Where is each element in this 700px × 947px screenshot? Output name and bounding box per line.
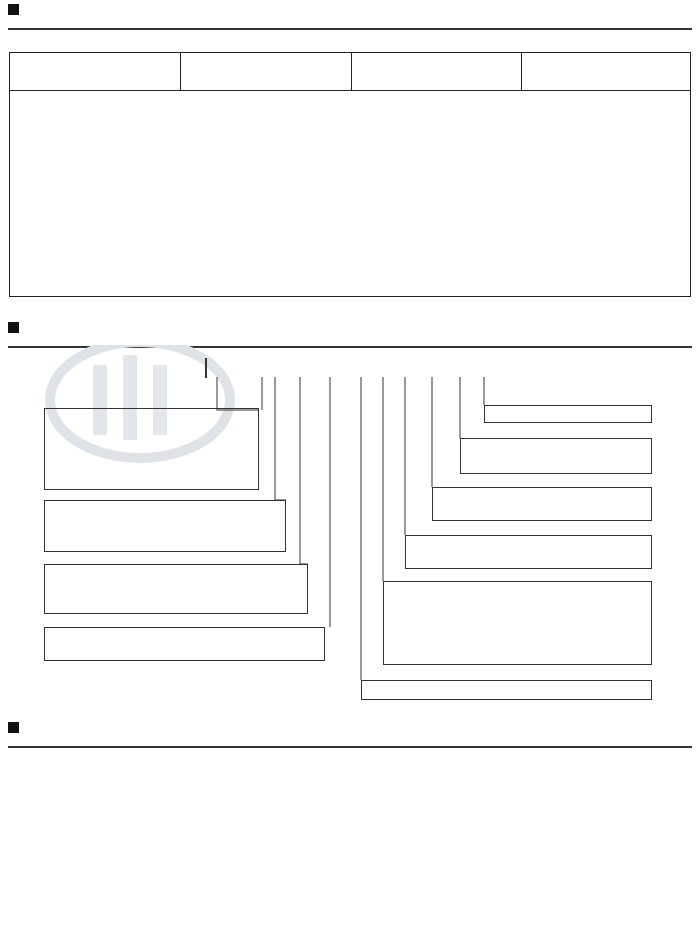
- section-title-tech: [8, 722, 23, 733]
- square-bullet-icon: [8, 722, 19, 733]
- section-divider: [8, 746, 692, 748]
